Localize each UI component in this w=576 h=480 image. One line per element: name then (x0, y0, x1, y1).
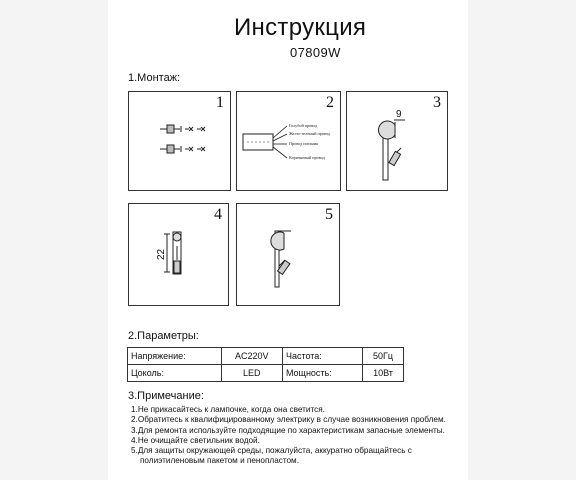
assembled-lamp-diagram (237, 204, 341, 307)
wire-label-yellow-green: Желто-зеленый провод (289, 131, 331, 136)
param-label: Напряжение: (128, 348, 222, 365)
note-item: 2.Обратитесь к квалифицированному электрику в случае возникновения проблем. (131, 415, 446, 425)
section-parameters-heading: 2.Параметры: (128, 330, 199, 342)
wiring-diagram (237, 92, 342, 192)
model-number: 07809W (290, 45, 341, 60)
step-number: 5 (325, 206, 333, 223)
param-value: 50Гц (362, 348, 403, 365)
wire-label-brown: Коричневый провод (289, 155, 325, 160)
section-notes-heading: 3.Примечание: (128, 390, 204, 402)
dimension-label: 22 (156, 248, 167, 260)
step-number: 2 (326, 94, 334, 111)
mounting-step-3-panel (346, 91, 448, 191)
page-title: Инструкция (234, 14, 367, 41)
note-item: полиэтиленовым пакетом и пенопластом. (140, 456, 299, 466)
table-row (128, 348, 404, 365)
parameters-table (127, 347, 404, 382)
wall-lamp-top-diagram (347, 92, 449, 192)
wire-label-power: Провод питания (289, 141, 318, 146)
note-item: 1.Не прикасайтесь к лампочке, когда она светится. (131, 405, 325, 414)
step-number: 4 (214, 206, 222, 223)
param-label: Мощность: (282, 365, 362, 382)
wall-lamp-dimension-diagram (129, 204, 230, 307)
table-row (128, 365, 404, 382)
note-item: 5.Для защиты окружающей среды, пожалуйста, аккуратно обращайтесь с (131, 446, 412, 456)
section-mounting-heading: 1.Монтаж: (128, 72, 181, 84)
notes-list (131, 405, 461, 467)
param-label: Частота: (282, 348, 362, 365)
mounting-step-4-panel (128, 203, 229, 306)
param-value: LED (221, 365, 282, 382)
mounting-step-1-panel (128, 91, 231, 191)
wire-label-blue: Голубой провод (289, 123, 318, 128)
mounting-step-2-panel (236, 91, 341, 191)
note-item: 4.Не очищайте светильник водой. (131, 435, 260, 445)
step-number: 1 (216, 94, 224, 111)
screw-mounting-diagram (129, 92, 232, 192)
dimension-label: 9 (396, 109, 402, 120)
param-value: 10Вт (362, 365, 403, 382)
step-number: 3 (433, 94, 441, 111)
param-label: Цоколь: (128, 365, 222, 382)
note-item: 3.Для ремонта используйте подходящие по характеристикам запасные элементы. (131, 425, 445, 435)
param-value: AC220V (221, 348, 282, 365)
mounting-step-5-panel (236, 203, 340, 306)
